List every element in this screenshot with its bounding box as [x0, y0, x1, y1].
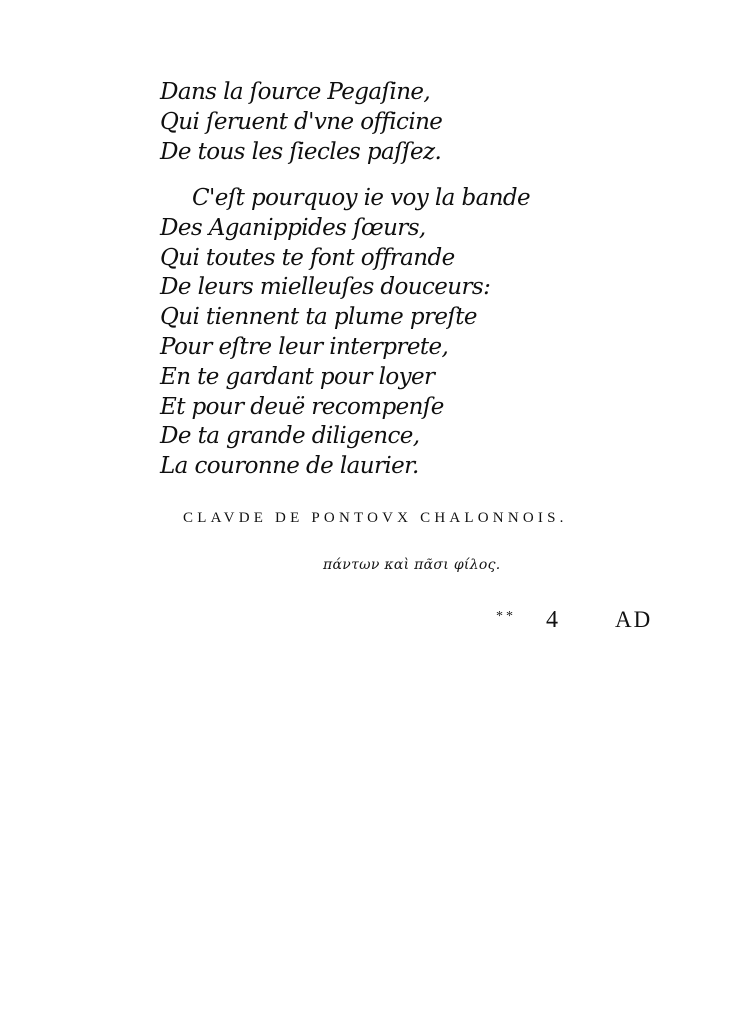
poem-line: De ta grande diligence,: [160, 423, 420, 450]
catchword: AD: [615, 607, 653, 632]
poem-stanza-1: [160, 78, 580, 167]
poem-stanza-2: [160, 184, 580, 482]
greek-motto: πάντων καὶ πᾶσι φίλος.: [323, 557, 501, 573]
poem-line: De leurs mielleuſes douceurs:: [160, 274, 491, 301]
signature-number: 4: [546, 607, 558, 633]
poem-line: Pour eſtre leur interprete,: [160, 333, 449, 360]
poem-line: Qui tiennent ta plume preſte: [160, 304, 477, 331]
signature-mark: **: [496, 609, 516, 624]
poem-line: Dans la ſource Pegaſine,: [160, 79, 431, 105]
poem-line: Qui toutes te font offrande: [160, 244, 455, 271]
poem-line: Des Aganippides ſœurs,: [160, 214, 426, 241]
author-signature: CLAVDE DE PONTOVX CHALONNOIS.: [183, 510, 568, 526]
poem-line: C'eſt pourquoy ie voy la bande: [192, 185, 531, 211]
poem-line: En te gardant pour loyer: [160, 363, 435, 390]
poem-line: Qui ſeruent d'vne officine: [160, 108, 443, 135]
poem-line: De tous les ſiecles paſſez.: [160, 138, 442, 165]
poem-line: La couronne de laurier.: [160, 453, 419, 480]
poem-line: Et pour deuë recompenſe: [160, 393, 444, 420]
